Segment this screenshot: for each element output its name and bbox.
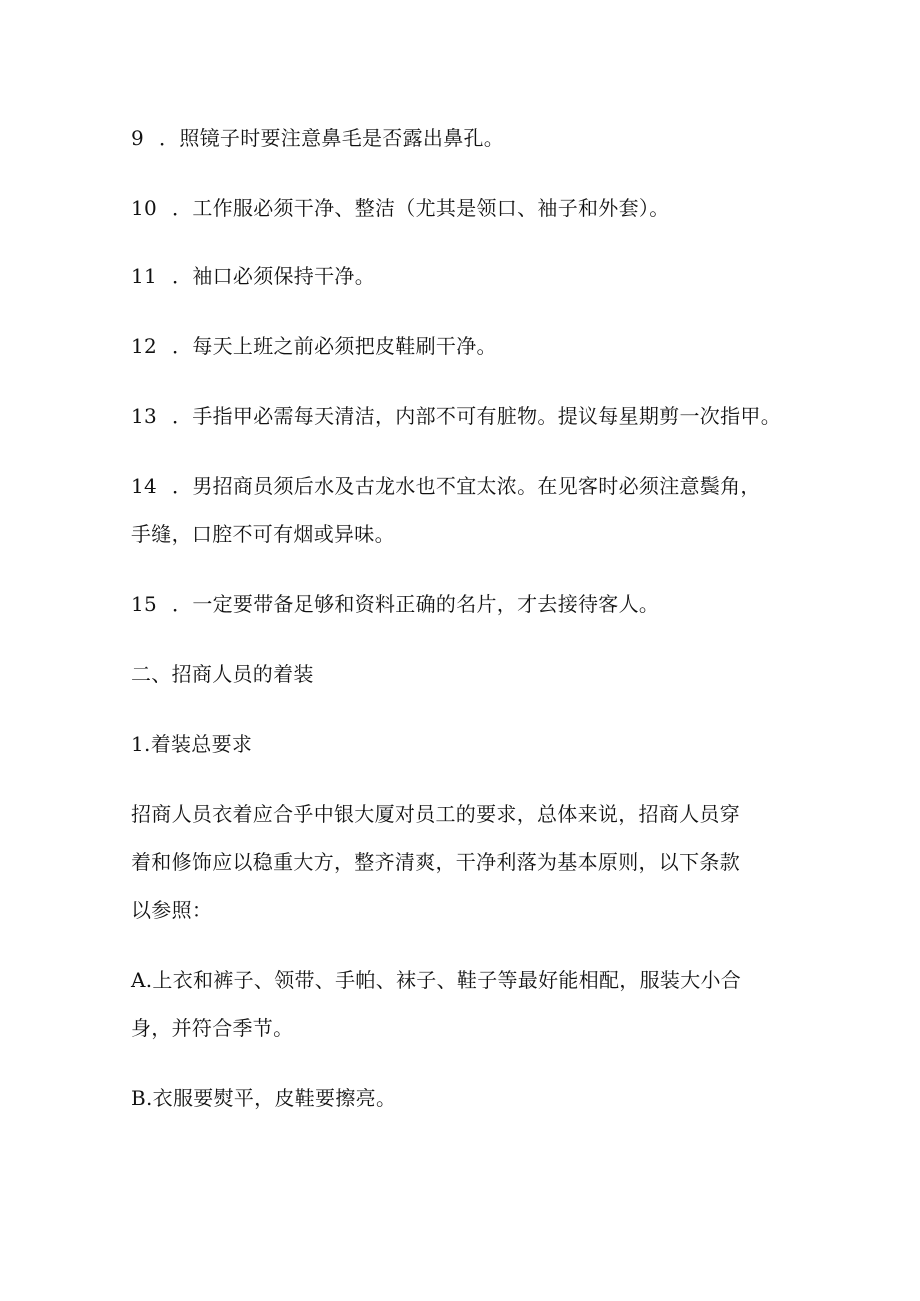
item-text: 袖口必须保持干净。 [192, 264, 376, 288]
item-separator: ． [172, 474, 193, 498]
clause-b-text: 衣服要熨平，皮鞋要擦亮。 [152, 1086, 397, 1110]
list-item-12 [131, 334, 497, 358]
paragraph-text: 以参照： [131, 898, 213, 922]
item-text-line-2: 手缝，口腔不可有烟或异味。 [131, 522, 395, 546]
item-text: 手指甲必需每天清洁，内部不可有脏物。提议每星期剪一次指甲。 [192, 404, 782, 428]
subsection-number: 1. [131, 732, 151, 756]
list-item-13 [131, 404, 781, 428]
paragraph-text: 招商人员衣着应合乎中银大厦对员工的要求，总体来说，招商人员穿 [131, 802, 740, 826]
paragraph-text: 着和修饰应以稳重大方，整齐清爽，干净利落为基本原则，以下条款 [131, 850, 740, 874]
item-separator: ． [172, 196, 193, 220]
subsection-title: 着装总要求 [150, 732, 253, 756]
item-number: 14 [131, 474, 158, 498]
clause-a [131, 968, 741, 992]
clause-a-text-line-2: 身，并符合季节。 [131, 1016, 294, 1040]
paragraph-line-1 [131, 802, 740, 826]
item-separator: ． [159, 126, 180, 150]
item-separator: ． [172, 404, 193, 428]
item-number: 10 [131, 196, 158, 220]
list-item-14-continuation [131, 522, 395, 546]
item-number: 11 [131, 264, 158, 288]
subsection-heading [131, 732, 252, 756]
item-text: 工作服必须干净、整洁（尤其是领口、袖子和外套）。 [192, 196, 670, 220]
item-text: 照镜子时要注意鼻毛是否露出鼻孔。 [179, 126, 505, 150]
list-item-10 [131, 196, 670, 220]
item-number: 15 [131, 592, 158, 616]
item-number: 9 [131, 126, 145, 150]
clause-b-label: B. [131, 1086, 153, 1110]
item-number: 13 [131, 404, 158, 428]
paragraph-line-3 [131, 898, 212, 922]
list-item-9 [131, 126, 504, 150]
clause-a-text-line-1: 上衣和裤子、领带、手帕、袜子、鞋子等最好能相配，服装大小合 [152, 968, 742, 992]
item-separator: ． [172, 592, 193, 616]
section-heading-text: 二、招商人员的着装 [131, 662, 314, 686]
list-item-15 [131, 592, 659, 616]
item-text-line-1: 男招商员须后水及古龙水也不宜太浓。在见客时必须注意鬓角， [192, 474, 761, 498]
clause-a-label: A. [131, 968, 153, 992]
item-separator: ． [172, 264, 193, 288]
section-heading [131, 662, 314, 686]
paragraph-line-2 [131, 850, 740, 874]
list-item-14 [131, 474, 761, 498]
list-item-11 [131, 264, 375, 288]
clause-a-continuation [131, 1016, 293, 1040]
clause-b [131, 1086, 396, 1110]
item-number: 12 [131, 334, 158, 358]
item-text: 一定要带备足够和资料正确的名片，才去接待客人。 [192, 592, 660, 616]
item-text: 每天上班之前必须把皮鞋刷干净。 [192, 334, 497, 358]
item-separator: ． [172, 334, 193, 358]
